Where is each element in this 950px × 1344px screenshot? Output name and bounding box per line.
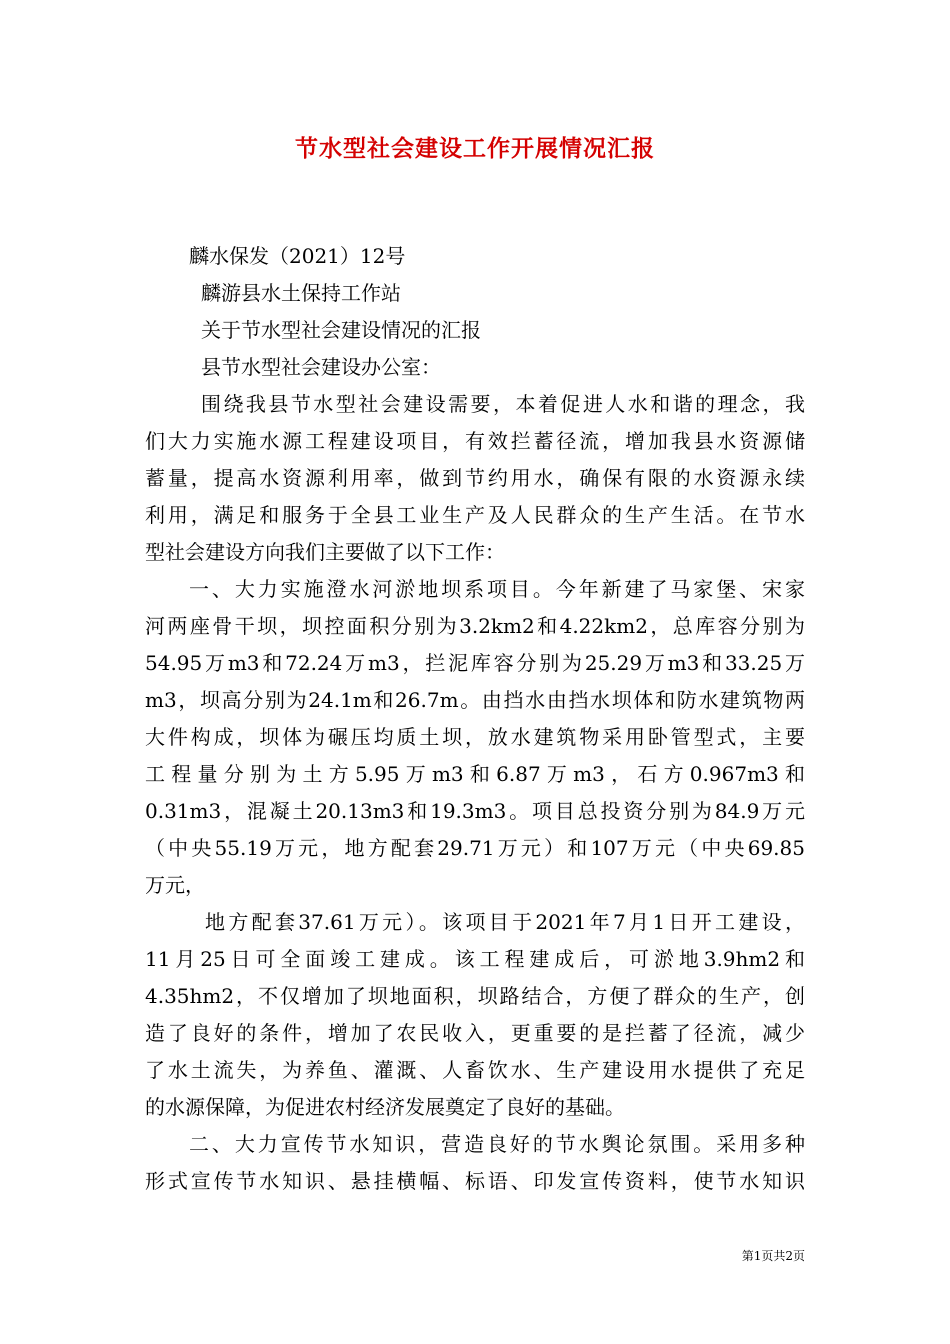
paragraph-line: 11月25日可全面竣工建成。该工程建成后，可淤地3.9hm2和 xyxy=(145,947,805,971)
paragraph-line: 二、大力宣传节水知识，营造良好的节水舆论氛围。采用多种 xyxy=(189,1132,805,1156)
paragraph-line: 河两座骨干坝，坝控面积分别为3.2km2和4.22km2，总库容分别为 xyxy=(145,614,805,638)
subject: 关于节水型社会建设情况的汇报 xyxy=(201,318,481,342)
paragraph-line: 一、大力实施澄水河淤地坝系项目。今年新建了马家堡、宋家 xyxy=(189,577,805,601)
document-title: 节水型社会建设工作开展情况汇报 xyxy=(295,135,655,162)
paragraph-line: 地方配套37.61万元）。该项目于2021年7月1日开工建设， xyxy=(205,910,805,934)
page-number: 第1页共2页 xyxy=(741,1249,805,1263)
paragraph-line: 万元， xyxy=(145,873,205,897)
recipient: 县节水型社会建设办公室： xyxy=(201,355,441,379)
paragraph-line: 0.31m3，混凝土20.13m3和19.3m3。项目总投资分别为84.9万元 xyxy=(145,799,805,823)
doc-number: 麟水保发（2021）12号 xyxy=(189,244,406,268)
paragraph-line: m3，坝高分别为24.1m和26.7m。由挡水由挡水坝体和防水建筑物两 xyxy=(145,688,805,712)
paragraph-line: 4.35hm2，不仅增加了坝地面积，坝路结合，方便了群众的生产，创 xyxy=(145,984,805,1008)
paragraph-line: 蓄量，提高水资源利用率，做到节约用水，确保有限的水资源永续 xyxy=(145,466,805,490)
paragraph-line: 工程量分别为土方5.95万m3和6.87万m3，石方0.967m3和 xyxy=(145,762,805,786)
paragraph-line: 大件构成，坝体为碾压均质土坝，放水建筑物采用卧管型式，主要 xyxy=(145,725,805,749)
issuer: 麟游县水土保持工作站 xyxy=(201,281,401,305)
paragraph-line: 型社会建设方向我们主要做了以下工作： xyxy=(145,540,505,564)
document-body xyxy=(145,238,805,1200)
paragraph-line: 了水土流失，为养鱼、灌溉、人畜饮水、生产建设用水提供了充足 xyxy=(145,1058,805,1082)
paragraph-line: 造了良好的条件，增加了农民收入，更重要的是拦蓄了径流，减少 xyxy=(145,1021,805,1045)
paragraph-line: 54.95万m3和72.24万m3，拦泥库容分别为25.29万m3和33.25万 xyxy=(145,651,805,675)
paragraph-line: 围绕我县节水型社会建设需要，本着促进人水和谐的理念，我 xyxy=(201,392,805,416)
paragraph-line: 形式宣传节水知识、悬挂横幅、标语、印发宣传资料，使节水知识 xyxy=(145,1169,805,1193)
paragraph-line: 们大力实施水源工程建设项目，有效拦蓄径流，增加我县水资源储 xyxy=(145,429,805,453)
paragraph-line: 的水源保障，为促进农村经济发展奠定了良好的基础。 xyxy=(145,1095,625,1119)
paragraph-line: 利用，满足和服务于全县工业生产及人民群众的生产生活。在节水 xyxy=(145,503,805,527)
paragraph-line: （中央55.19万元，地方配套29.71万元）和107万元（中央69.85 xyxy=(145,836,805,860)
